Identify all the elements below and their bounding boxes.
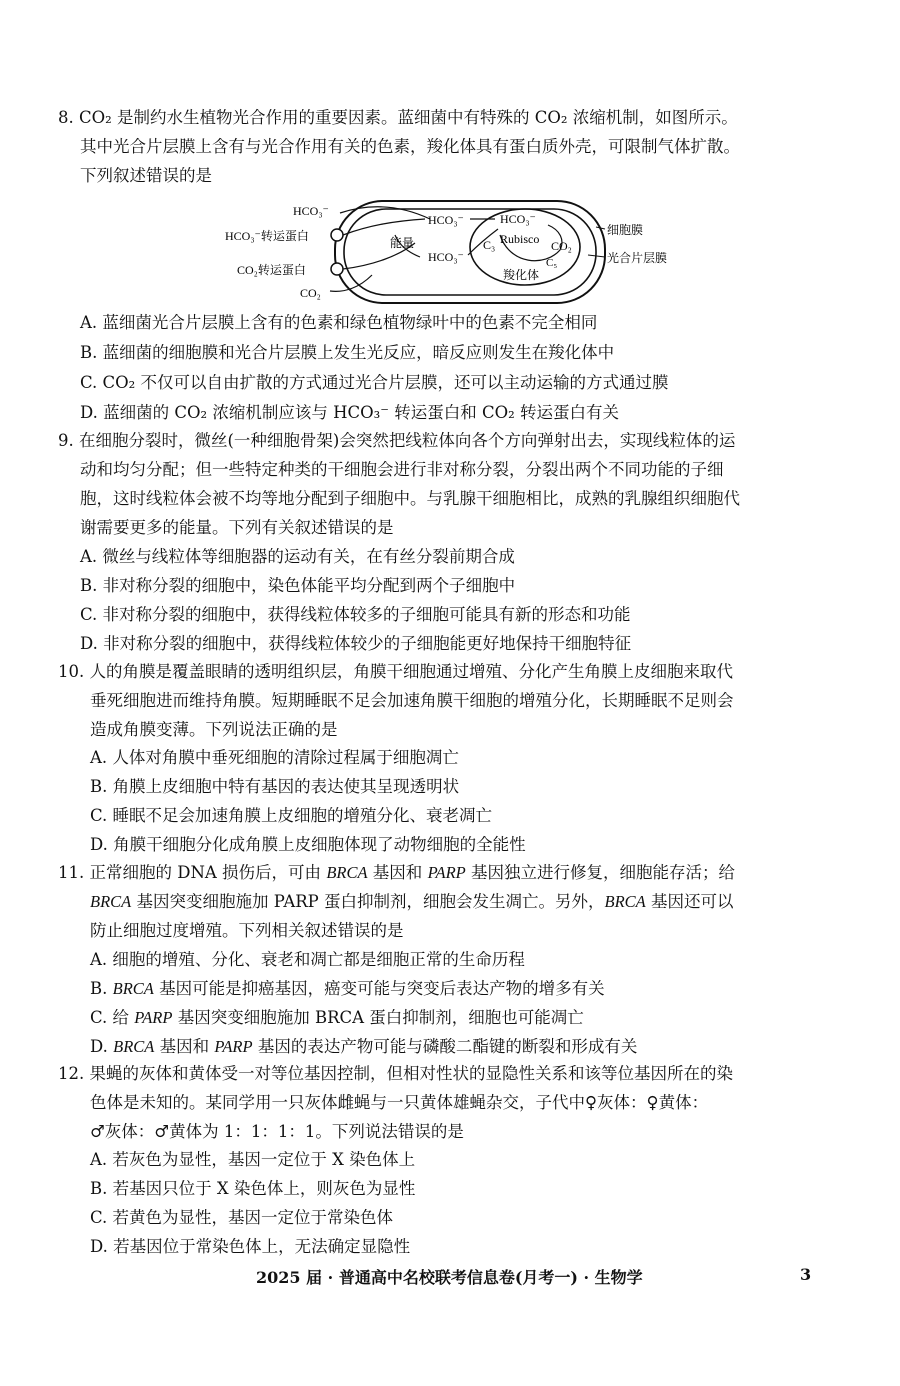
q11-option-c (90, 1008, 584, 1028)
q8-option-d: D. 蓝细菌的 CO₂ 浓缩机制应该与 HCO₃⁻ 转运蛋白和 CO₂ 转运蛋白有关 (80, 403, 619, 422)
thylakoid-label: 光合片层膜 (607, 251, 668, 265)
q8-option-b: B. 蓝细菌的细胞膜和光合片层膜上发生光反应，暗反应则发生在羧化体中 (80, 343, 615, 362)
q10-stem-line2: 垂死细胞进而维持角膜。短期睡眠不足会加速角膜干细胞的增殖分化，长期睡眠不足则会 (90, 691, 734, 710)
q12-option-b: B. 若基因只位于 X 染色体上，则灰色为显性 (90, 1179, 416, 1198)
q8-stem-line2: 其中光合片层膜上含有与光合作用有关的色素，羧化体具有蛋白质外壳，可限制气体扩散。 (80, 137, 740, 156)
carboxysome-label: 羧化体 (503, 268, 540, 282)
q9-stem-line1: 9. 在细胞分裂时，微丝(一种细胞骨架)会突然把线粒体向各个方向弹射出去，实现线粒体的运 (58, 431, 736, 450)
q9-option-c: C. 非对称分裂的细胞中，获得线粒体较多的子细胞可能具有新的形态和功能 (80, 605, 631, 624)
c3-label: C₃ (483, 238, 496, 252)
q11-text: 基因可能是抑癌基因，癌变可能与突变后表达产物的增多有关 (153, 979, 605, 998)
q9-stem-line3: 胞，这时线粒体会被不均等地分配到子细胞中。与乳腺干细胞相比，成熟的乳腺组织细胞代 (80, 489, 740, 508)
q12-stem-line3: ♂灰体：♂黄体为 1：1：1：1。下列说法错误的是 (90, 1122, 464, 1141)
q11-text: 基因独立进行修复，细胞能存活；给 (465, 863, 736, 882)
q8-option-a: A. 蓝细菌光合片层膜上含有的色素和绿色植物绿叶中的色素不完全相同 (80, 313, 598, 332)
parp-gene: PARP (427, 863, 466, 882)
q11-option-d (90, 1037, 637, 1057)
q9-option-d: D. 非对称分裂的细胞中，获得线粒体较少的子细胞能更好地保持干细胞特征 (80, 634, 632, 653)
co2-transporter-shape (331, 263, 343, 275)
q12-stem-line1: 12. 果蝇的灰体和黄体受一对等位基因控制，但相对性状的显隐性关系和该等位基因所在的染 (58, 1064, 733, 1083)
q11-stem-line1 (58, 863, 735, 883)
q11-text: C. 给 (90, 1008, 135, 1027)
brca-gene: BRCA (90, 892, 132, 911)
q8-option-c: C. CO₂ 不仅可以自由扩散的方式通过光合片层膜，还可以主动运输的方式通过膜 (80, 373, 669, 392)
c5-label: C₅ (546, 257, 558, 269)
hco3-label-mid: HCO₃⁻ (428, 213, 464, 227)
rubisco-label: Rubisco (500, 232, 540, 246)
co2-outer-label: CO₂ (300, 286, 321, 300)
q11-text: 11. 正常细胞的 DNA 损伤后，可由 (58, 863, 327, 882)
q12-stem-line2: 色体是未知的。某同学用一只灰体雌蝇与一只黄体雄蝇杂交，子代中♀灰体：♀黄体： (90, 1093, 709, 1112)
page-number: 3 (800, 1265, 812, 1284)
brca-gene: BRCA (326, 863, 368, 882)
q9-option-a: A. 微丝与线粒体等细胞器的运动有关，在有丝分裂前期合成 (80, 547, 515, 566)
q9-stem-line4: 谢需要更多的能量。下列有关叙述错误的是 (80, 518, 394, 537)
co2-inner-label: CO₂ (551, 239, 572, 253)
q11-text: 基因和 (367, 863, 428, 882)
q11-option-b (90, 979, 605, 999)
q10-stem-line3: 造成角膜变薄。下列说法正确的是 (90, 720, 338, 739)
q9-stem-line2: 动和均匀分配；但一些特定种类的干细胞会进行非对称分裂，分裂出两个不同功能的子细 (80, 460, 724, 479)
q12-option-c: C. 若黄色为显性，基因一定位于常染色体 (90, 1208, 394, 1227)
q11-option-a: A. 细胞的增殖、分化、衰老和凋亡都是细胞正常的生命历程 (90, 950, 525, 969)
q11-text: B. (90, 979, 113, 998)
hco3-transporter-shape (331, 229, 343, 241)
q11-stem-line3: 防止细胞过度增殖。下列相关叙述错误的是 (90, 921, 404, 940)
q12-option-a: A. 若灰色为显性，基因一定位于 X 染色体上 (90, 1150, 416, 1169)
hco3-label-low: HCO₃⁻ (428, 250, 464, 264)
q11-stem-line2 (90, 892, 734, 912)
cyanobacteria-co2-diagram (0, 195, 900, 315)
q10-option-b: B. 角膜上皮细胞中特有基因的表达使其呈现透明状 (90, 777, 460, 796)
q10-option-d: D. 角膜干细胞分化成角膜上皮细胞体现了动物细胞的全能性 (90, 835, 526, 854)
q11-text: D. (90, 1037, 114, 1056)
brca-gene: BRCA (113, 1037, 155, 1056)
hco3-transporter-label: HCO₃⁻转运蛋白 (225, 229, 309, 243)
q10-stem-line1: 10. 人的角膜是覆盖眼睛的透明组织层，角膜干细胞通过增殖、分化产生角膜上皮细胞来取代 (58, 662, 733, 681)
q8-stem-line1: 8. CO₂ 是制约水生植物光合作用的重要因素。蓝细菌中有特殊的 CO₂ 浓缩机制，如图所示。 (58, 108, 738, 127)
hco3-label-carboxysome: HCO₃⁻ (500, 212, 536, 226)
q11-text: 基因和 (154, 1037, 215, 1056)
q10-option-c: C. 睡眠不足会加速角膜上皮细胞的增殖分化、衰老凋亡 (90, 806, 493, 825)
hco3-label-top: HCO₃⁻ (293, 204, 329, 218)
energy-label: 能量 (390, 236, 415, 250)
parp-gene: PARP (214, 1037, 253, 1056)
q11-text: 基因的表达产物可能与磷酸二酯键的断裂和形成有关 (252, 1037, 638, 1056)
co2-transporter-label: CO₂转运蛋白 (237, 263, 306, 277)
q11-text: 基因突变细胞施加 BRCA 蛋白抑制剂，细胞也可能凋亡 (172, 1008, 584, 1027)
footer-title: 2025 届 · 普通高中名校联考信息卷(月考一) · 生物学 (256, 1268, 643, 1287)
cell-membrane-label: 细胞膜 (607, 223, 644, 237)
parp-gene: PARP (134, 1008, 173, 1027)
q11-text: 基因突变细胞施加 PARP 蛋白抑制剂，细胞会发生凋亡。另外， (131, 892, 605, 911)
q8-stem-line3: 下列叙述错误的是 (80, 166, 212, 185)
q11-text: 基因还可以 (645, 892, 734, 911)
q12-option-d: D. 若基因位于常染色体上，无法确定显隐性 (90, 1237, 411, 1256)
brca-gene: BRCA (604, 892, 646, 911)
brca-gene: BRCA (112, 979, 154, 998)
q10-option-a: A. 人体对角膜中垂死细胞的清除过程属于细胞凋亡 (90, 748, 459, 767)
q9-option-b: B. 非对称分裂的细胞中，染色体能平均分配到两个子细胞中 (80, 576, 516, 595)
